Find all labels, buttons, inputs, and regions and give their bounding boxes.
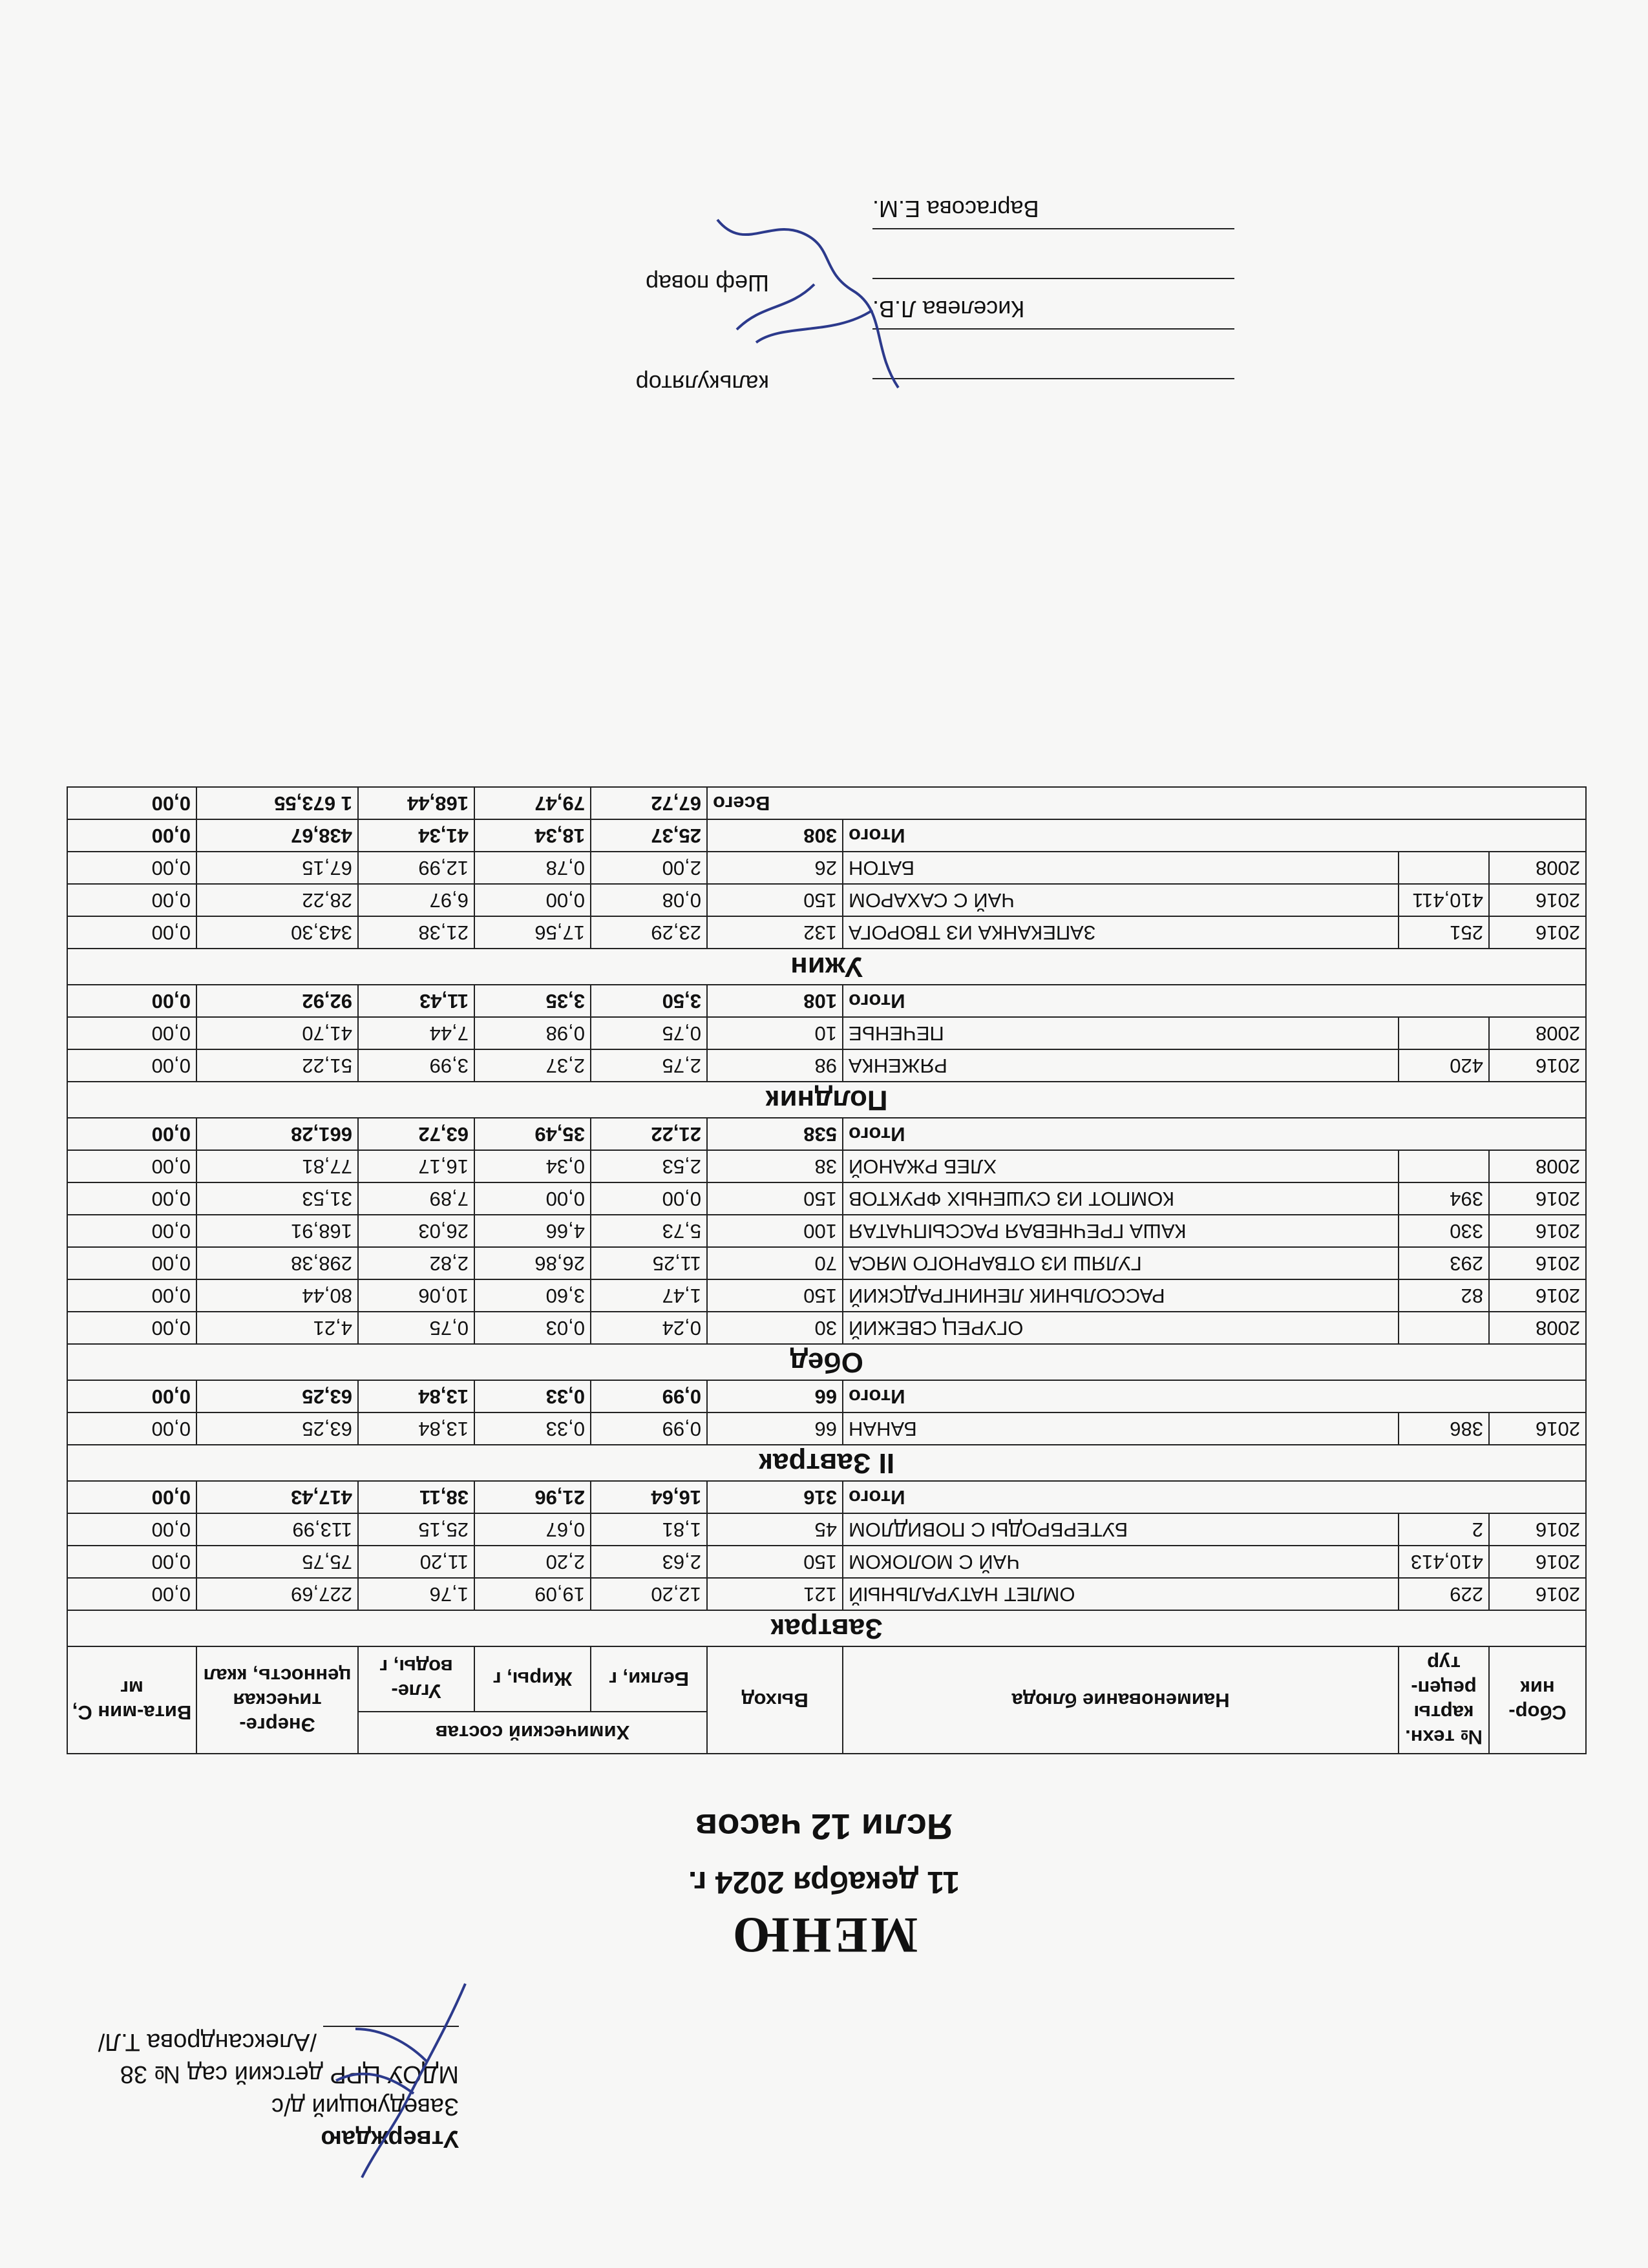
header-vitamin: Вита-мин С, мг — [67, 1646, 196, 1754]
total-fats: 0,33 — [474, 1380, 591, 1412]
grand-total-row — [67, 787, 1586, 819]
header-carbs: Угле-воды, г — [358, 1646, 474, 1712]
cell-fats: 17,56 — [474, 916, 591, 949]
total-proteins: 3,50 — [591, 985, 707, 1017]
staff-signatures — [679, 194, 911, 414]
calculator-signature-line — [872, 378, 1234, 379]
total-carbs: 38,11 — [358, 1481, 474, 1513]
cell-fats: 0,00 — [474, 1182, 591, 1215]
grand-total-carbs: 168,44 — [358, 787, 474, 819]
table-row — [67, 1279, 1586, 1312]
total-output: 316 — [707, 1481, 843, 1513]
cell-dish: ГУЛЯШ ИЗ ОТВАРНОГО МЯСА — [843, 1247, 1399, 1279]
grand-total-vitamin: 0,00 — [67, 787, 196, 819]
cell-carbs: 11,20 — [358, 1546, 474, 1578]
cell-dish: ЧАЙ С САХАРОМ — [843, 884, 1399, 916]
total-row — [67, 1481, 1586, 1513]
cell-collection: 2016 — [1489, 1412, 1586, 1445]
total-output: 108 — [707, 985, 843, 1017]
total-output: 538 — [707, 1118, 843, 1150]
total-energy: 438,67 — [196, 819, 358, 852]
cell-vitamin: 0,00 — [67, 1578, 196, 1610]
cell-card — [1399, 1017, 1489, 1049]
total-label: Итого — [843, 1380, 1586, 1412]
table-row — [67, 1182, 1586, 1215]
cell-output: 26 — [707, 852, 843, 884]
cell-dish: БАТОН — [843, 852, 1399, 884]
cell-output: 10 — [707, 1017, 843, 1049]
table-row — [67, 1312, 1586, 1344]
total-row — [67, 819, 1586, 852]
total-row — [67, 985, 1586, 1017]
cell-card: 293 — [1399, 1247, 1489, 1279]
header-energy: Энерге-тическая ценность, ккал — [196, 1646, 358, 1754]
chef-name-line — [872, 228, 1234, 229]
cell-fats: 4,66 — [474, 1215, 591, 1247]
cell-vitamin: 0,00 — [67, 852, 196, 884]
total-energy: 417,43 — [196, 1481, 358, 1513]
cell-fats: 0,33 — [474, 1412, 591, 1445]
cell-fats: 2,20 — [474, 1546, 591, 1578]
cell-proteins: 0,24 — [591, 1312, 707, 1344]
cell-card: 229 — [1399, 1578, 1489, 1610]
section-title: Обед — [67, 1344, 1586, 1380]
cell-proteins: 2,53 — [591, 1150, 707, 1182]
cell-dish: ОГУРЕЦ СВЕЖИЙ — [843, 1312, 1399, 1344]
cell-collection: 2008 — [1489, 852, 1586, 884]
table-row — [67, 852, 1586, 884]
table-row — [67, 1049, 1586, 1082]
total-proteins: 25,37 — [591, 819, 707, 852]
cell-collection: 2016 — [1489, 1049, 1586, 1082]
cell-fats: 0,78 — [474, 852, 591, 884]
cell-energy: 31,53 — [196, 1182, 358, 1215]
cell-output: 150 — [707, 884, 843, 916]
cell-vitamin: 0,00 — [67, 884, 196, 916]
table-row — [67, 884, 1586, 916]
cell-collection: 2016 — [1489, 1247, 1586, 1279]
total-fats: 3,35 — [474, 985, 591, 1017]
cell-vitamin: 0,00 — [67, 1279, 196, 1312]
cell-dish: КАША ГРЕЧНЕВАЯ РАССЫПЧАТАЯ — [843, 1215, 1399, 1247]
cell-carbs: 7,44 — [358, 1017, 474, 1049]
menu-date: 11 декабря 2024 г. — [688, 1865, 960, 1899]
grand-total-fats: 79,47 — [474, 787, 591, 819]
cell-proteins: 1,47 — [591, 1279, 707, 1312]
cell-vitamin: 0,00 — [67, 1049, 196, 1082]
cell-fats: 26,86 — [474, 1247, 591, 1279]
menu-table — [67, 786, 1587, 1754]
menu-group: Ясли 12 часов — [695, 1807, 953, 1847]
cell-card: 410,413 — [1399, 1546, 1489, 1578]
grand-total-label: Всего — [707, 787, 1586, 819]
cell-collection: 2016 — [1489, 1513, 1586, 1546]
director-signature — [317, 1971, 485, 2190]
total-fats: 18,34 — [474, 819, 591, 852]
cell-carbs: 13,84 — [358, 1412, 474, 1445]
cell-energy: 41,70 — [196, 1017, 358, 1049]
cell-collection: 2008 — [1489, 1150, 1586, 1182]
cell-collection: 2016 — [1489, 916, 1586, 949]
cell-vitamin: 0,00 — [67, 1017, 196, 1049]
cell-output: 70 — [707, 1247, 843, 1279]
cell-collection: 2016 — [1489, 1279, 1586, 1312]
cell-dish: ОМЛЕТ НАТУРАЛЬНЫЙ — [843, 1578, 1399, 1610]
cell-collection: 2016 — [1489, 884, 1586, 916]
section-title: Полдник — [67, 1082, 1586, 1118]
cell-output: 150 — [707, 1182, 843, 1215]
page-title: МЕНЮ — [730, 1907, 918, 1964]
cell-output: 30 — [707, 1312, 843, 1344]
cell-energy: 4,21 — [196, 1312, 358, 1344]
cell-card: 330 — [1399, 1215, 1489, 1247]
calculator-role: калькулятор — [635, 370, 769, 397]
chef-signature-line — [872, 278, 1234, 279]
cell-dish: ХЛЕБ РЖАНОЙ — [843, 1150, 1399, 1182]
total-label: Итого — [843, 819, 1586, 852]
total-output: 308 — [707, 819, 843, 852]
cell-vitamin: 0,00 — [67, 1546, 196, 1578]
total-carbs: 13,84 — [358, 1380, 474, 1412]
approval-word: Утверждаю — [321, 2125, 459, 2152]
total-energy: 92,92 — [196, 985, 358, 1017]
cell-energy: 28,22 — [196, 884, 358, 916]
cell-vitamin: 0,00 — [67, 1513, 196, 1546]
cell-proteins: 0,08 — [591, 884, 707, 916]
cell-proteins: 0,75 — [591, 1017, 707, 1049]
table-row — [67, 1513, 1586, 1546]
cell-dish: ЗАПЕКАНКА ИЗ ТВОРОГА — [843, 916, 1399, 949]
total-vitamin: 0,00 — [67, 1380, 196, 1412]
total-carbs: 11,43 — [358, 985, 474, 1017]
header-chem: Химический состав — [358, 1712, 707, 1754]
cell-energy: 168,91 — [196, 1215, 358, 1247]
total-energy: 661,28 — [196, 1118, 358, 1150]
cell-card: 386 — [1399, 1412, 1489, 1445]
total-label: Итого — [843, 985, 1586, 1017]
cell-carbs: 2,82 — [358, 1247, 474, 1279]
total-row — [67, 1118, 1586, 1150]
section-title: II Завтрак — [67, 1445, 1586, 1481]
total-output: 66 — [707, 1380, 843, 1412]
cell-fats: 2,37 — [474, 1049, 591, 1082]
total-proteins: 21,22 — [591, 1118, 707, 1150]
cell-energy: 75,75 — [196, 1546, 358, 1578]
cell-card: 2 — [1399, 1513, 1489, 1546]
chef-role: Шеф повар — [646, 270, 769, 297]
approval-line1: Заведующий д/с — [271, 2093, 459, 2120]
total-carbs: 63,72 — [358, 1118, 474, 1150]
section-title: Завтрак — [67, 1610, 1586, 1646]
cell-energy: 67,15 — [196, 852, 358, 884]
cell-energy: 343,30 — [196, 916, 358, 949]
cell-carbs: 6,97 — [358, 884, 474, 916]
header-collection: Сбор-ник — [1489, 1646, 1586, 1754]
cell-collection: 2016 — [1489, 1546, 1586, 1578]
grand-total-proteins: 67,72 — [591, 787, 707, 819]
cell-card: 410,411 — [1399, 884, 1489, 916]
cell-carbs: 21,38 — [358, 916, 474, 949]
cell-output: 45 — [707, 1513, 843, 1546]
total-fats: 21,96 — [474, 1481, 591, 1513]
total-vitamin: 0,00 — [67, 819, 196, 852]
cell-carbs: 16,17 — [358, 1150, 474, 1182]
cell-energy: 227,69 — [196, 1578, 358, 1610]
cell-proteins: 12,20 — [591, 1578, 707, 1610]
total-row — [67, 1380, 1586, 1412]
cell-fats: 0,67 — [474, 1513, 591, 1546]
cell-energy: 63,25 — [196, 1412, 358, 1445]
cell-dish: ЧАЙ С МОЛОКОМ — [843, 1546, 1399, 1578]
total-proteins: 0,99 — [591, 1380, 707, 1412]
cell-fats: 0,34 — [474, 1150, 591, 1182]
cell-energy: 113,99 — [196, 1513, 358, 1546]
cell-vitamin: 0,00 — [67, 916, 196, 949]
cell-fats: 0,00 — [474, 884, 591, 916]
cell-proteins: 5,73 — [591, 1215, 707, 1247]
cell-output: 66 — [707, 1412, 843, 1445]
cell-dish: РАССОЛЬНИК ЛЕНИНГРАДСКИЙ — [843, 1279, 1399, 1312]
total-vitamin: 0,00 — [67, 1481, 196, 1513]
table-row — [67, 1546, 1586, 1578]
approval-line3: /Александрова Т.Л/ — [98, 2028, 317, 2055]
total-carbs: 41,34 — [358, 819, 474, 852]
cell-card — [1399, 852, 1489, 884]
cell-dish: КОМПОТ ИЗ СУШЕНЫХ ФРУКТОВ — [843, 1182, 1399, 1215]
total-vitamin: 0,00 — [67, 985, 196, 1017]
total-label: Итого — [843, 1118, 1586, 1150]
cell-dish: БУТЕРБРОДЫ С ПОВИДЛОМ — [843, 1513, 1399, 1546]
table-row — [67, 1150, 1586, 1182]
table-row — [67, 1215, 1586, 1247]
table-row — [67, 1017, 1586, 1049]
cell-dish: БАНАН — [843, 1412, 1399, 1445]
cell-dish: ПЕЧЕНЬЕ — [843, 1017, 1399, 1049]
cell-carbs: 25,15 — [358, 1513, 474, 1546]
total-vitamin: 0,00 — [67, 1118, 196, 1150]
cell-proteins: 11,25 — [591, 1247, 707, 1279]
cell-carbs: 0,75 — [358, 1312, 474, 1344]
cell-energy: 80,44 — [196, 1279, 358, 1312]
cell-vitamin: 0,00 — [67, 1312, 196, 1344]
cell-proteins: 2,63 — [591, 1546, 707, 1578]
cell-proteins: 1,81 — [591, 1513, 707, 1546]
cell-carbs: 1,76 — [358, 1578, 474, 1610]
header-output: Выход — [707, 1646, 843, 1754]
table-row — [67, 1247, 1586, 1279]
cell-vitamin: 0,00 — [67, 1412, 196, 1445]
cell-vitamin: 0,00 — [67, 1182, 196, 1215]
cell-output: 38 — [707, 1150, 843, 1182]
header-fats: Жиры, г — [474, 1646, 591, 1712]
cell-fats: 19,09 — [474, 1578, 591, 1610]
cell-output: 98 — [707, 1049, 843, 1082]
cell-output: 150 — [707, 1546, 843, 1578]
cell-collection: 2008 — [1489, 1017, 1586, 1049]
cell-collection: 2008 — [1489, 1312, 1586, 1344]
cell-card: 394 — [1399, 1182, 1489, 1215]
cell-fats: 0,03 — [474, 1312, 591, 1344]
cell-proteins: 0,00 — [591, 1182, 707, 1215]
cell-vitamin: 0,00 — [67, 1247, 196, 1279]
header-proteins: Белки, г — [591, 1646, 707, 1712]
cell-vitamin: 0,00 — [67, 1150, 196, 1182]
grand-total-energy: 1 673,55 — [196, 787, 358, 819]
cell-proteins: 2,75 — [591, 1049, 707, 1082]
total-label: Итого — [843, 1481, 1586, 1513]
cell-carbs: 10,06 — [358, 1279, 474, 1312]
cell-fats: 0,98 — [474, 1017, 591, 1049]
cell-dish: РЯЖЕНКА — [843, 1049, 1399, 1082]
section-title: Ужин — [67, 949, 1586, 985]
header-dish: Наименование блюда — [843, 1646, 1399, 1754]
cell-energy: 298,38 — [196, 1247, 358, 1279]
menu-body — [67, 787, 1586, 1646]
chef-name: Варгасова Е.М. — [872, 196, 1039, 222]
cell-vitamin: 0,00 — [67, 1215, 196, 1247]
table-row — [67, 1412, 1586, 1445]
cell-output: 100 — [707, 1215, 843, 1247]
cell-carbs: 26,03 — [358, 1215, 474, 1247]
cell-carbs: 7,89 — [358, 1182, 474, 1215]
table-row — [67, 916, 1586, 949]
cell-output: 150 — [707, 1279, 843, 1312]
cell-energy: 77,81 — [196, 1150, 358, 1182]
cell-card — [1399, 1312, 1489, 1344]
cell-card: 420 — [1399, 1049, 1489, 1082]
cell-energy: 51,22 — [196, 1049, 358, 1082]
total-energy: 63,25 — [196, 1380, 358, 1412]
table-row — [67, 1578, 1586, 1610]
cell-proteins: 23,29 — [591, 916, 707, 949]
calculator-name: Киселева Л.В. — [872, 296, 1025, 322]
total-proteins: 16,64 — [591, 1481, 707, 1513]
calculator-name-line — [872, 328, 1234, 330]
header-card: № техн. карты рецеп-тур — [1399, 1646, 1489, 1754]
cell-card — [1399, 1150, 1489, 1182]
cell-carbs: 3,99 — [358, 1049, 474, 1082]
bleed-through-text — [1351, 170, 1357, 200]
cell-collection: 2016 — [1489, 1182, 1586, 1215]
cell-card: 251 — [1399, 916, 1489, 949]
cell-output: 132 — [707, 916, 843, 949]
cell-output: 121 — [707, 1578, 843, 1610]
total-fats: 35,49 — [474, 1118, 591, 1150]
cell-card: 82 — [1399, 1279, 1489, 1312]
cell-fats: 3,60 — [474, 1279, 591, 1312]
approval-line2: МДОУ ЦРР детский сад № 38 — [120, 2061, 459, 2088]
cell-proteins: 2,00 — [591, 852, 707, 884]
cell-carbs: 12,99 — [358, 852, 474, 884]
cell-collection: 2016 — [1489, 1578, 1586, 1610]
cell-proteins: 0,99 — [591, 1412, 707, 1445]
cell-collection: 2016 — [1489, 1215, 1586, 1247]
